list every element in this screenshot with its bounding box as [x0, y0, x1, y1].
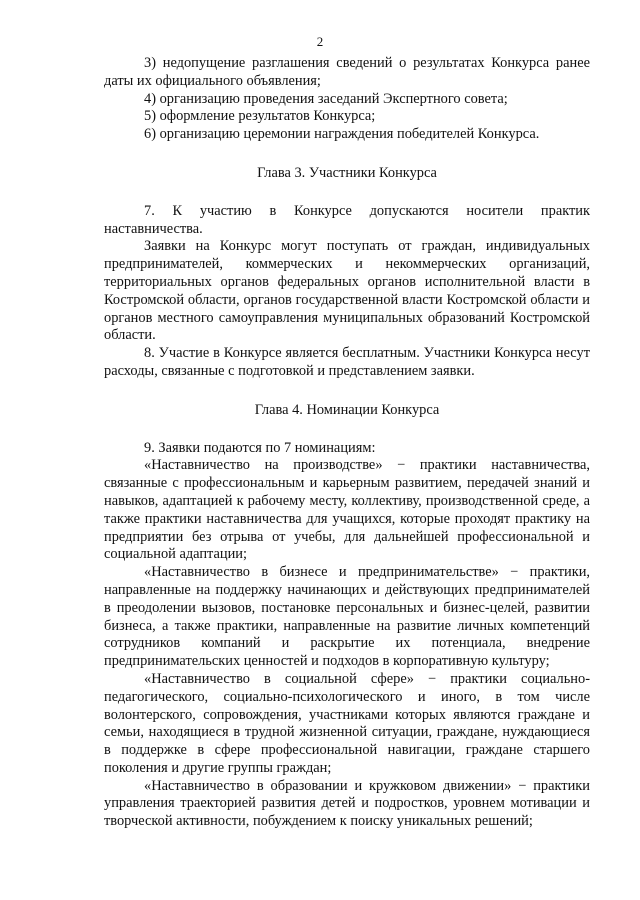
list-item: 5) оформление результатов Конкурса;	[144, 108, 376, 125]
nomination-paragraph: «Наставничество в бизнесе и предпринимательстве» − практики, направленные на поддержку начинающих и действующих предпринимателей в преодолении вызовов, постановке персональных и бизнес-целей, развитии бизнеса, а также практики, направленные на развитие личных компетенций сотрудников компаний и раскрытие их потенциала, внедрение предпринимательских ценностей и подходов в корпоративную культуру;	[104, 564, 590, 670]
chapter-3-title: Глава 3. Участники Конкурса	[257, 164, 437, 181]
nomination-paragraph: «Наставничество в социальной сфере» − практики социально-педагогического, социально-психологического и иного, в том числе волонтерского, сопровождения, участниками которых являются граждане и семьи, находящиеся в трудной жизненной ситуации, граждане, нуждающиеся в поддержке в сфере профессиональной навигации, граждане старшего поколения и другие группы граждан;	[104, 670, 590, 776]
list-item: 3) недопущение разглашения сведений о результатах Конкурса ранее даты их официального объявления;	[104, 55, 590, 89]
list-item: 4) организацию проведения заседаний Экспертного совета;	[144, 90, 508, 107]
paragraph: 9. Заявки подаются по 7 номинациям:	[144, 439, 376, 456]
document-body	[104, 55, 590, 831]
paragraph: 7. К участию в Конкурсе допускаются носители практик наставничества.	[104, 202, 590, 237]
paragraph: Заявки на Конкурс могут поступать от граждан, индивидуальных предпринимателей, коммерческих и некоммерческих организаций, территориальных органов федеральных органов исполнительной власти в Костромской области, органов государственной власти Костромской области и органов местного самоуправления муниципальных образований Костромской области.	[104, 238, 590, 344]
chapter-4-title: Глава 4. Номинации Конкурса	[254, 401, 440, 418]
page-number: 2	[316, 34, 324, 49]
nomination-paragraph: «Наставничество в образовании и кружковом движении» − практики управления траекторией развития детей и подростков, уровнем мотивации и творческой активности, побуждением к поиску уникальных решений;	[104, 777, 590, 830]
nomination-paragraph: «Наставничество на производстве» − практики наставничества, связанные с профессиональным и карьерным развитием, передачей знаний и навыков, адаптацией к рабочему месту, коллективу, производственной среде, а также практики наставничества для учащихся, которые проходят практику на предприятии без отрыва от учебы, для дальнейшей профессиональной и социальной адаптации;	[104, 457, 590, 563]
paragraph: 8. Участие в Конкурсе является бесплатным. Участники Конкурса несут расходы, связанные с подготовкой и представлением заявки.	[104, 345, 590, 379]
list-item: 6) организацию церемонии награждения победителей Конкурса.	[144, 126, 540, 143]
